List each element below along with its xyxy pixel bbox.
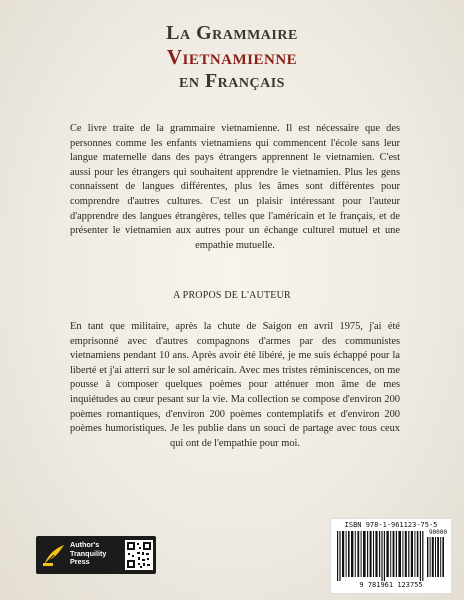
book-description: Ce livre traite de la grammaire vietnamienne. Il est nécessaire que des personnes comme les enfants vietnamiens qui commencent l'école sans leur langue maternelle dans des pays étrangers apprennent le vietnamien. C'est aussi pour les étrangers qui souhaitent apprendre le vietnamien. Plus les gens connaissent de langues différentes, plus les âmes sont différentes pour comprendre d'autres cultures. C'est un plaisir intéressant pour l'auteur d'apprendre des langues étrangères, telles que l'américain et le français, et de présenter le vietnamien aux autres pour un échange culturel mutuel et une empathie mutuelle. [70, 123, 400, 251]
title-line-1: La Grammaire [166, 22, 298, 44]
feather-logo-icon [40, 541, 68, 569]
publisher-name: Author's Tranquility Press [70, 540, 107, 567]
barcode-number: 9 781961 123755 [359, 581, 423, 589]
title-line-3: en Français [179, 70, 285, 92]
publisher-badge [36, 536, 156, 574]
barcode-bars [337, 531, 445, 581]
barcode-addon: 90000 [428, 529, 447, 536]
about-author-text: En tant que militaire, après la chute de Saigon en avril 1975, j'ai été emprisonné avec d'autres compagnons d'armes par des communistes vietnamiens pendant 10 ans. Après avoir été libéré, je me suis échappé pour la liberté et j'ai atterri sur le sol américain. Avec mes tristes réminiscences, on me pousse à composer quelques poèmes pour atténuer mon âme de mes inquiétudes au cœur pesant sur la vie. Ma collection se compose d'environ 200 poèmes romantiques, d'environ 200 poèmes contemplatifs et d'environ 200 poèmes humoristiques. Je les publie dans un souci de partage avec tous ceux qui ont de l'empathie pour moi. [70, 321, 400, 449]
isbn-label: ISBN 978-1-961123-75-5 [344, 521, 438, 529]
title-line-2: Vietnamienne [166, 45, 298, 69]
qr-code-icon [125, 540, 153, 570]
isbn-barcode [330, 518, 452, 594]
about-author-heading: A PROPOS DE L'AUTEUR [173, 290, 291, 301]
